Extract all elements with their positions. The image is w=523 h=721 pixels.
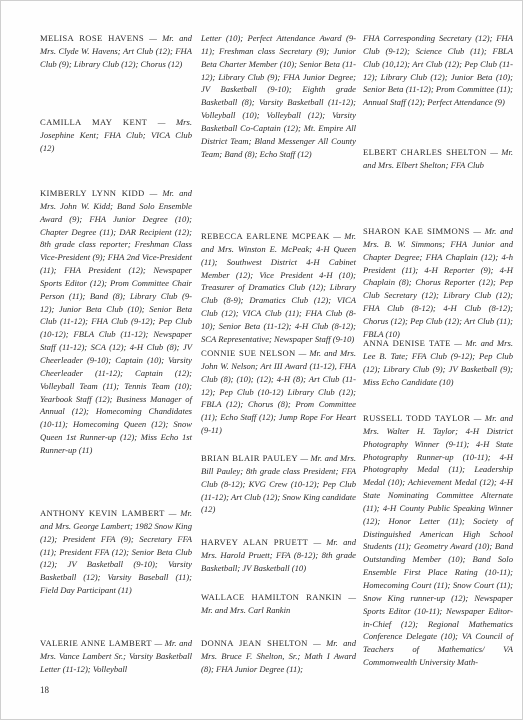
student-details: — Mr. and Mrs. Bruce F. Shelton, Sr.; Math I Award (8); FHA Junior Degree (11);	[201, 638, 356, 674]
student-name: DONNA JEAN SHELTON	[201, 638, 308, 648]
student-name: ANNA DENISE TATE	[363, 338, 451, 348]
student-details: — Mr. and Mrs. Lee B. Tate; FFA Club (9-12); Pep Club (12); Library Club (9); JV Basketball (9); Miss Echo Candidate (10)	[363, 338, 513, 387]
senior-entry	[201, 637, 356, 676]
senior-entry	[363, 146, 513, 172]
column-1	[40, 1, 192, 721]
senior-entry	[40, 187, 192, 457]
student-name: CONNIE SUE NELSON	[201, 348, 296, 358]
senior-entry	[201, 536, 356, 575]
senior-entry	[363, 225, 513, 341]
student-details: — Mr. and Mrs. Carl Rankin	[201, 592, 356, 615]
student-name: REBECCA EARLENE MCPEAK	[201, 231, 330, 241]
senior-entry	[363, 412, 513, 669]
column-3	[363, 1, 513, 721]
student-details: — Mr. and Mrs. Elbert Shelton; FFA Club	[363, 147, 513, 170]
student-name: ELBERT CHARLES SHELTON	[363, 147, 487, 157]
senior-entry	[363, 337, 513, 388]
student-name: VALERIE ANNE LAMBERT	[40, 638, 152, 648]
student-details: — Mr. and Mrs. Bill Pauley; 8th grade class President; FFA Club (8-12); KVG Crew (10-12); Pep Club (11-12); Art Club (12); Snow King candidate (12)	[201, 453, 356, 515]
page-number: 18	[40, 685, 49, 695]
student-name: MELISA ROSE HAVENS	[40, 33, 145, 43]
student-details: — Mr. and Mrs. Clyde W. Havens; Art Club (12); FHA Club (9); Library Club (12); Chorus (12)	[40, 33, 192, 69]
student-name: RUSSELL TODD TAYLOR	[363, 413, 471, 423]
senior-entry	[201, 230, 356, 346]
student-details: — Mr. and Mrs. Vance Lambert Sr.; Varsity Basketball Letter (11-12); Volleyball	[40, 638, 192, 674]
student-name: KIMBERLY LYNN KIDD	[40, 188, 145, 198]
student-details: — Mr. and Mrs. B. W. Simmons; FHA Junior and Chapter Degree; FHA Chaplain (12); 4-h President (11); 4-H Reporter (9); 4-H Chaplain (8); Chorus Reporter (12); Pep Club Secretary (12); Library Club (12); FHA Club (8-12); 4-H Club (8-12); Chorus (12); Pep Club (12); Art Club (11); FBLA (10)	[363, 226, 513, 339]
senior-entry	[40, 116, 192, 155]
senior-entry	[40, 507, 192, 597]
student-details: — Mrs. Josephine Kent; FHA Club; VICA Club (12)	[40, 117, 192, 153]
senior-entry	[201, 452, 356, 516]
student-details: — Mr. and Mrs. Walter H. Taylor; 4-H District Photography Winner (9-11); 4-H State Photography Runner-up (10-11); 4-H Photography Medal (11); Leadership Medal (10); Achievement Medal (12); 4-H State Nominating Committee Alternate (11); 4-H County Public Speaking Winner (12); Honor Letter (11); Society of Distinguished American High School Students (11); Geometry Award (10); Band Outstanding Member (10); Band Solo Ensemble First Place Rating (10-11); Homecoming Court (11); Snow Court (11); Snow King runner-up (12); Newspaper Sports Editor (10-11); Newspaper Editor-in-Chief (12); Regional Mathematics Conference Delegate (10); VA Council of Teachers of Mathematics/ VA Commonwealth University Math-	[363, 413, 513, 668]
student-details: — Mr. and Mrs. Harold Pruett; FFA (8-12); 8th grade Basketball; JV Basketball (10)	[201, 537, 356, 573]
student-details: FHA Corresponding Secretary (12); FHA Club (9-12); Science Club (11); FBLA Club (10,12); Art Club (12); Pep Club (11-12); Library Club (12); Junior Beta (10); Senior Beta (11-12); Prom Committee (11); Annual Staff (12); Perfect Attendance (9)	[363, 33, 513, 108]
senior-entry	[363, 32, 513, 109]
senior-entry	[201, 347, 356, 437]
student-details: — Mr. and Mrs. John W. Kidd; Band Solo Ensemble Award (9); FHA Junior Degree (10); Chapter Degree (11); DAR Recipient (12); 8th grade class reporter; Freshman Class Vice-President (9); FHA 2nd Vice-President (11); FHA President (12); Newspaper Sports Editor (12); Prom Committee Chair Person (11); Band (8); Library Club (9-12); Junior Beta Club (10); Senior Beta Club (11-12); FHA Club (9-12); Pep Club (10-12); FBLA Club (11-12); Newspaper Staff (11-12); SCA (12); 4-H Club (8); JV Cheerleader (9-10); Captain (10); Varsity Cheerleader (11-12); Captain (12); Volleyball Team (11); Tennis Team (10); Yearbook Staff (12); Business Manager of Annual (12); Homecoming Chandidates (10-11); Homecoming Queen (12); Snow Queen 1st Runner-up (12); Miss Echo 1st Runner-up (11)	[40, 188, 192, 455]
student-details: — Mr. and Mrs. George Lambert; 1982 Snow King (12); President FFA (9); Secretary FFA (11); President FFA (12); Senior Beta Club (12); JV Basketball (9-10); Varsity Basketball (12); Varsity Baseball (11); Field Day Participant (11)	[40, 508, 193, 596]
student-name: CAMILLA MAY KENT	[40, 117, 148, 127]
student-details: Letter (10); Perfect Attendance Award (9-11); Freshman class Secretary (9); Junior Beta Charter Member (10); Senior Beta (11-12); Library Club (9); FHA Junior Degree; JV Basketball (9-10); Eighth grade Basketball (8); Varsity Basketball (11-12); Volleyball (10); Volleyball (12); Varsity Basketball Co-Captain (12); Mt. Empire All District Team; Bland Messenger All County Team; Band (8); Echo Staff (12)	[201, 33, 356, 159]
student-name: BRIAN BLAIR PAULEY	[201, 453, 298, 463]
column-2	[201, 1, 356, 721]
senior-entry	[201, 591, 356, 617]
student-name: HARVEY ALAN PRUETT	[201, 537, 309, 547]
senior-entry	[201, 32, 356, 160]
student-details: — Mr. and Mrs. John W. Nelson; Art III Award (11-12), FHA Club (8); (10); (12); 4-H (8); Art Club (11-12); Pep Club (10-12) Library Club (12); FBLA (12); Chorus (8); Prom Committee (11); Echo Staff (12); Jump Rope For Heart (9-11)	[201, 348, 356, 436]
student-name: ANTHONY KEVIN LAMBERT	[40, 508, 165, 518]
senior-entry	[40, 32, 192, 71]
student-details: — Mr. and Mrs. Winston E. McPeak; 4-H Queen (11); Southwest District 4-H Cabinet Member (12); Vice President 4-H (10); Treasurer of Dramatics Club (12); Library Club (8-9); Dramatics Club (12); VICA Club (12); VICA Club (11); FHA Club (8-10); Senior Beta (11-12); 4-H Club (8-12); SCA Representative; Newspaper Staff (9-10)	[201, 231, 356, 344]
student-name: WALLACE HAMILTON RANKIN	[201, 592, 342, 602]
senior-entry	[40, 637, 192, 676]
student-name: SHARON KAE SIMMONS	[363, 226, 470, 236]
